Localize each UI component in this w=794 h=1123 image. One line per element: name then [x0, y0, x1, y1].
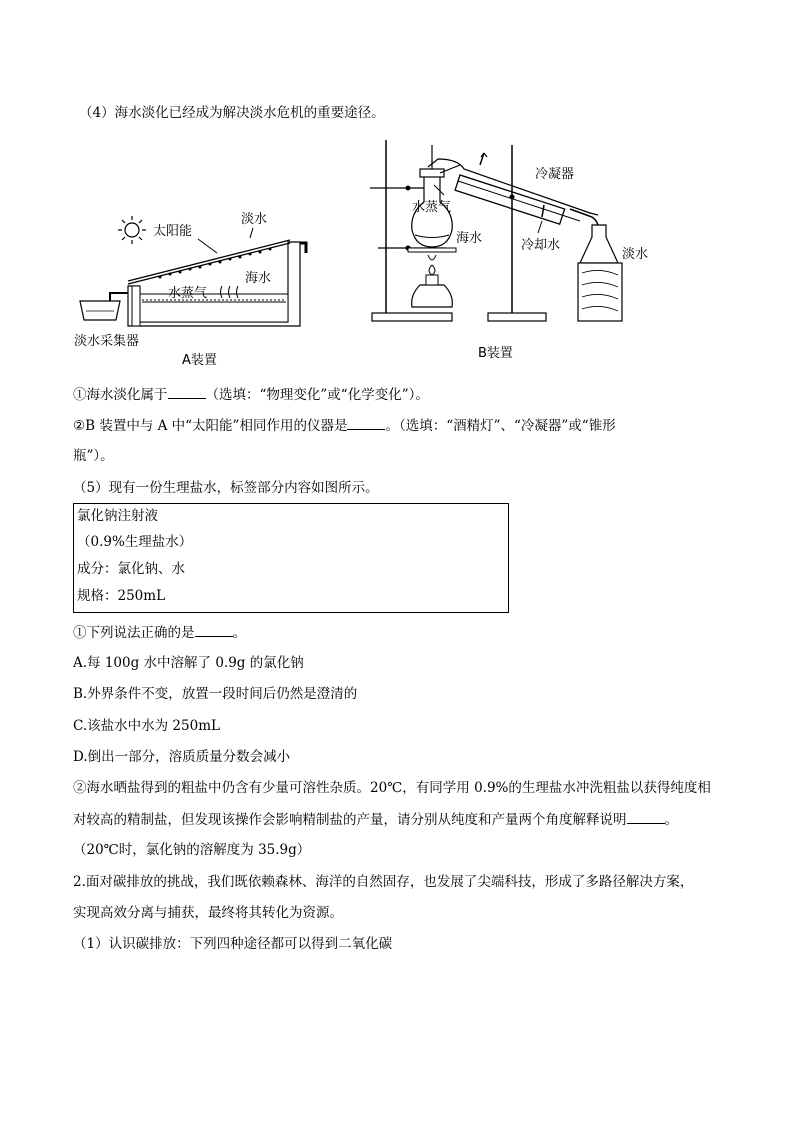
fig-b-condenser-label: 冷凝器: [535, 167, 575, 182]
fig-b-vapor-label: 水蒸气: [412, 200, 452, 215]
option-d: D.倒出一部分，溶质质量分数会减小: [73, 749, 291, 765]
q2-line1: 2.面对碳排放的挑战，我们既依赖森林、海洋的自然固存，也发展了尖端科技，形成了多路径解决方案，: [73, 874, 694, 890]
fig-b-fresh-water-label: 淡水: [622, 247, 649, 262]
label-line-2: （0.9%生理盐水）: [77, 534, 193, 550]
q4-2-pre: ②B 装置中与 A 中“太阳能”相同作用的仪器是: [73, 418, 348, 434]
q4-1-post: （选填：“物理变化”或“化学变化”）。: [205, 387, 429, 403]
q4-2-post: 。（选填：“酒精灯”、“冷凝器”或“锥形: [385, 418, 616, 434]
label-line-1: 氯化钠注射液: [77, 508, 158, 524]
q5-2-line2: 对较高的精制盐，但发现该操作会影响精制盐的产量，请分别从纯度和产量两个角度解释说明 。: [73, 809, 678, 830]
q4-2: [73, 415, 616, 436]
fig-a-fresh-water-label: 淡水: [241, 212, 268, 227]
q4-1-pre: ①海水淡化属于: [73, 387, 168, 403]
q4-title: （4）海水淡化已经成为解决淡水危机的重要途径。: [79, 105, 385, 121]
figure-a-solar-still: [70, 205, 320, 370]
fig-a-seawater-label: 海水: [245, 271, 272, 286]
fig-a-collector-label: 淡水采集器: [74, 334, 140, 349]
label-line-4: 规格：250mL: [77, 588, 166, 604]
answer-blank[interactable]: [168, 384, 206, 399]
fig-b-seawater-label: 海水: [456, 231, 483, 246]
sun-icon: [118, 216, 146, 244]
q4-2-line2: 瓶”）。: [73, 448, 114, 464]
q2-line3: （1）认识碳排放：下列四种途径都可以得到二氧化碳: [73, 936, 393, 952]
q2-line2: 实现高效分离与捕获，最终将其转化为资源。: [73, 905, 343, 921]
fig-b-cooling-water-label: 冷却水: [521, 238, 561, 253]
option-a: A.每 100g 水中溶解了 0.9g 的氯化钠: [73, 655, 304, 671]
fig-a-vapor-label: 水蒸气: [168, 286, 208, 301]
answer-blank[interactable]: [627, 809, 665, 824]
saline-label-box: [73, 503, 509, 613]
q5-title: （5）现有一份生理盐水，标签部分内容如图所示。: [73, 480, 379, 496]
fig-b-caption: B装置: [478, 346, 513, 361]
label-line-3: 成分：氯化钠、水: [77, 561, 185, 577]
q5-2-line3: （20℃时，氯化钠的溶解度为 35.9g）: [73, 842, 311, 858]
answer-blank[interactable]: [347, 415, 385, 430]
q4-1: [73, 384, 429, 405]
q5-2-line1: ②海水晒盐得到的粗盐中仍含有少量可溶性杂质。20℃，有同学用 0.9%的生理盐水冲洗粗盐以获得纯度相: [73, 780, 711, 796]
q5-1-stem: ①下列说法正确的是 。: [73, 622, 246, 643]
fig-a-caption: A装置: [182, 353, 217, 368]
figure-b-distillation: [360, 135, 660, 365]
fig-a-sun-label: 太阳能: [153, 224, 193, 239]
option-c: C.该盐水中水为 250mL: [73, 718, 220, 734]
answer-blank[interactable]: [195, 622, 233, 637]
option-b: B.外界条件不变，放置一段时间后仍然是澄清的: [73, 686, 358, 702]
